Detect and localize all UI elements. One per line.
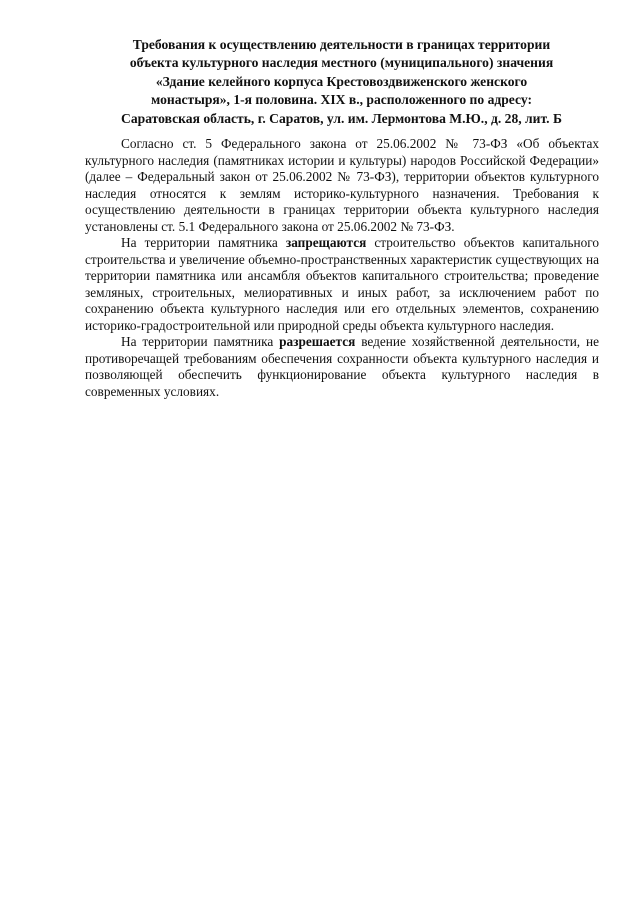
- paragraph-prohibitions-prefix: На территории памятника: [121, 235, 286, 250]
- paragraph-legal-basis: Согласно ст. 5 Федерального закона от 25.06.2002 № 73-ФЗ «Об объектах культурного наследия (памятниках истории и культуры) народов Российской Федерации» (далее – Федеральный закон от 25.06.2002 № 73-ФЗ), территории объектов культурного наследия относятся к землям историко-культурного назначения. Требования к осуществлению деятельности в границах территории объекта культурного наследия установлены ст. 5.1 Федерального закона от 25.06.2002 № 73-ФЗ.: [85, 136, 599, 234]
- document-body: [85, 136, 599, 400]
- prohibited-keyword: запрещаются: [285, 235, 367, 250]
- paragraph-prohibitions-text: строительство объектов капитального строительства и увеличение объемно-пространственных характеристик существующих на территории памятника или ансамбля объектов капитального строительства; проведение земляных, строительных, мелиоративных и иных работ, за исключением работ по сохранению объекта культурного наследия или его отдельных элементов, сохранению историко-градостроительной или природной среды объекта культурного наследия.: [85, 235, 599, 333]
- paragraph-permissions-prefix: На территории памятника: [121, 334, 280, 349]
- paragraph-prohibitions: [85, 235, 599, 334]
- title-line: Требования к осуществлению деятельности в границах территории: [132, 37, 551, 52]
- paragraph-permissions: [85, 334, 599, 400]
- title-line: монастыря», 1-я половина. XIX в., расположенного по адресу:: [151, 92, 532, 108]
- title-line: объекта культурного наследия местного (муниципального) значения: [129, 55, 554, 71]
- title-line: «Здание келейного корпуса Крестовоздвиженского женского: [155, 73, 528, 89]
- title-line: Саратовская область, г. Саратов, ул. им. Лермонтова М.Ю., д. 28, лит. Б: [121, 110, 562, 126]
- paragraph-permissions-text: ведение хозяйственной деятельности, не противоречащей требованиям обеспечения сохранности объекта культурного наследия и позволяющей обеспечить функционирование объекта культурного наследия в современных условиях.: [85, 334, 599, 399]
- document-title: [78, 36, 605, 128]
- permitted-keyword: разрешается: [279, 334, 356, 349]
